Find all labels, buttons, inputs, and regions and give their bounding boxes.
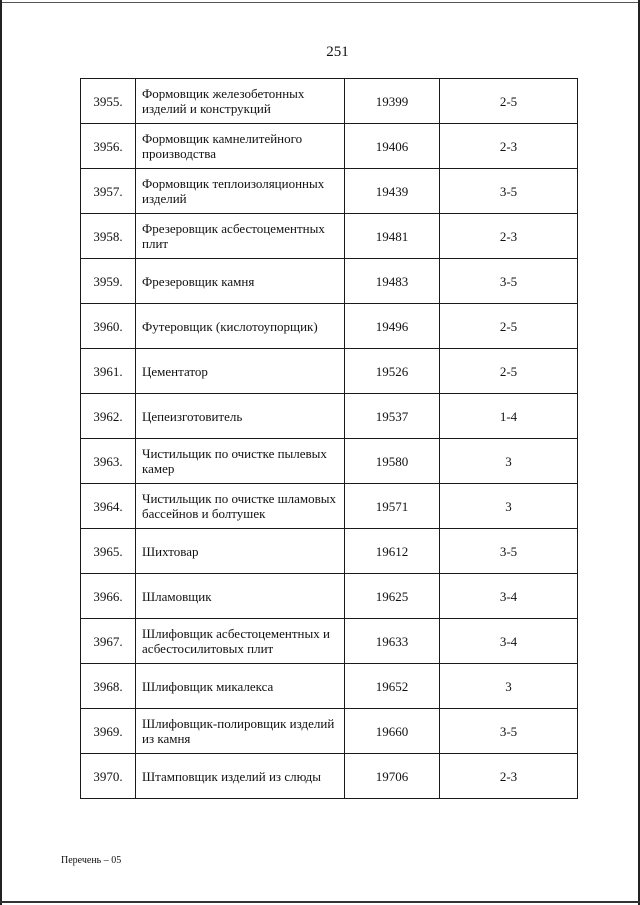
profession-name: Шлифовщик асбестоцементных и асбестосилитовых плит — [136, 619, 345, 664]
row-number: 3968. — [81, 664, 136, 709]
scan-edge-top — [0, 2, 640, 3]
profession-name: Штамповщик изделий из слюды — [136, 754, 345, 799]
profession-name: Цепеизготовитель — [136, 394, 345, 439]
row-number: 3964. — [81, 484, 136, 529]
profession-table — [80, 78, 578, 799]
table-row — [81, 349, 578, 394]
profession-name: Шлифовщик микалекса — [136, 664, 345, 709]
grade-range: 3 — [440, 484, 578, 529]
profession-code: 19706 — [345, 754, 440, 799]
row-number: 3969. — [81, 709, 136, 754]
profession-name: Формовщик железобетонных изделий и конструкций — [136, 79, 345, 124]
row-number: 3966. — [81, 574, 136, 619]
profession-code: 19537 — [345, 394, 440, 439]
profession-name: Фрезеровщик асбестоцементных плит — [136, 214, 345, 259]
row-number: 3960. — [81, 304, 136, 349]
profession-name: Шихтовар — [136, 529, 345, 574]
profession-code: 19406 — [345, 124, 440, 169]
grade-range: 3-4 — [440, 574, 578, 619]
row-number: 3965. — [81, 529, 136, 574]
table-row — [81, 754, 578, 799]
profession-name: Футеровщик (кислотоупорщик) — [136, 304, 345, 349]
profession-code: 19625 — [345, 574, 440, 619]
row-number: 3961. — [81, 349, 136, 394]
profession-code: 19612 — [345, 529, 440, 574]
profession-code: 19483 — [345, 259, 440, 304]
row-number: 3956. — [81, 124, 136, 169]
row-number: 3963. — [81, 439, 136, 484]
profession-table-body — [81, 79, 578, 799]
row-number: 3957. — [81, 169, 136, 214]
row-number: 3962. — [81, 394, 136, 439]
table-row — [81, 664, 578, 709]
grade-range: 3-5 — [440, 529, 578, 574]
row-number: 3958. — [81, 214, 136, 259]
table-row — [81, 619, 578, 664]
scan-edge-left — [0, 0, 2, 905]
grade-range: 3 — [440, 664, 578, 709]
profession-name: Цементатор — [136, 349, 345, 394]
table-row — [81, 394, 578, 439]
profession-code: 19580 — [345, 439, 440, 484]
table-row — [81, 79, 578, 124]
table-row — [81, 124, 578, 169]
row-number: 3955. — [81, 79, 136, 124]
profession-name: Фрезеровщик камня — [136, 259, 345, 304]
profession-name: Чистильщик по очистке шламовых бассейнов и болтушек — [136, 484, 345, 529]
profession-code: 19660 — [345, 709, 440, 754]
grade-range: 2-5 — [440, 349, 578, 394]
profession-code: 19633 — [345, 619, 440, 664]
profession-name: Чистильщик по очистке пылевых камер — [136, 439, 345, 484]
grade-range: 3-4 — [440, 619, 578, 664]
row-number: 3967. — [81, 619, 136, 664]
profession-code: 19481 — [345, 214, 440, 259]
scan-edge-bottom — [0, 901, 640, 903]
grade-range: 3 — [440, 439, 578, 484]
profession-name: Формовщик теплоизоляционных изделий — [136, 169, 345, 214]
grade-range: 2-3 — [440, 214, 578, 259]
table-row — [81, 169, 578, 214]
grade-range: 2-3 — [440, 754, 578, 799]
table-row — [81, 574, 578, 619]
profession-code: 19399 — [345, 79, 440, 124]
profession-code: 19526 — [345, 349, 440, 394]
grade-range: 3-5 — [440, 259, 578, 304]
profession-name: Формовщик камнелитейного производства — [136, 124, 345, 169]
profession-name: Шламовщик — [136, 574, 345, 619]
grade-range: 1-4 — [440, 394, 578, 439]
table-row — [81, 529, 578, 574]
profession-code: 19652 — [345, 664, 440, 709]
profession-name: Шлифовщик-полировщик изделий из камня — [136, 709, 345, 754]
table-row — [81, 214, 578, 259]
grade-range: 2-5 — [440, 79, 578, 124]
document-footer: Перечень – 05 — [61, 855, 122, 866]
row-number: 3959. — [81, 259, 136, 304]
table-row — [81, 484, 578, 529]
grade-range: 2-5 — [440, 304, 578, 349]
table-row — [81, 709, 578, 754]
grade-range: 3-5 — [440, 709, 578, 754]
table-row — [81, 304, 578, 349]
grade-range: 2-3 — [440, 124, 578, 169]
table-row — [81, 259, 578, 304]
profession-code: 19439 — [345, 169, 440, 214]
page-number: 251 — [326, 44, 349, 60]
profession-code: 19496 — [345, 304, 440, 349]
profession-code: 19571 — [345, 484, 440, 529]
table-row — [81, 439, 578, 484]
row-number: 3970. — [81, 754, 136, 799]
grade-range: 3-5 — [440, 169, 578, 214]
